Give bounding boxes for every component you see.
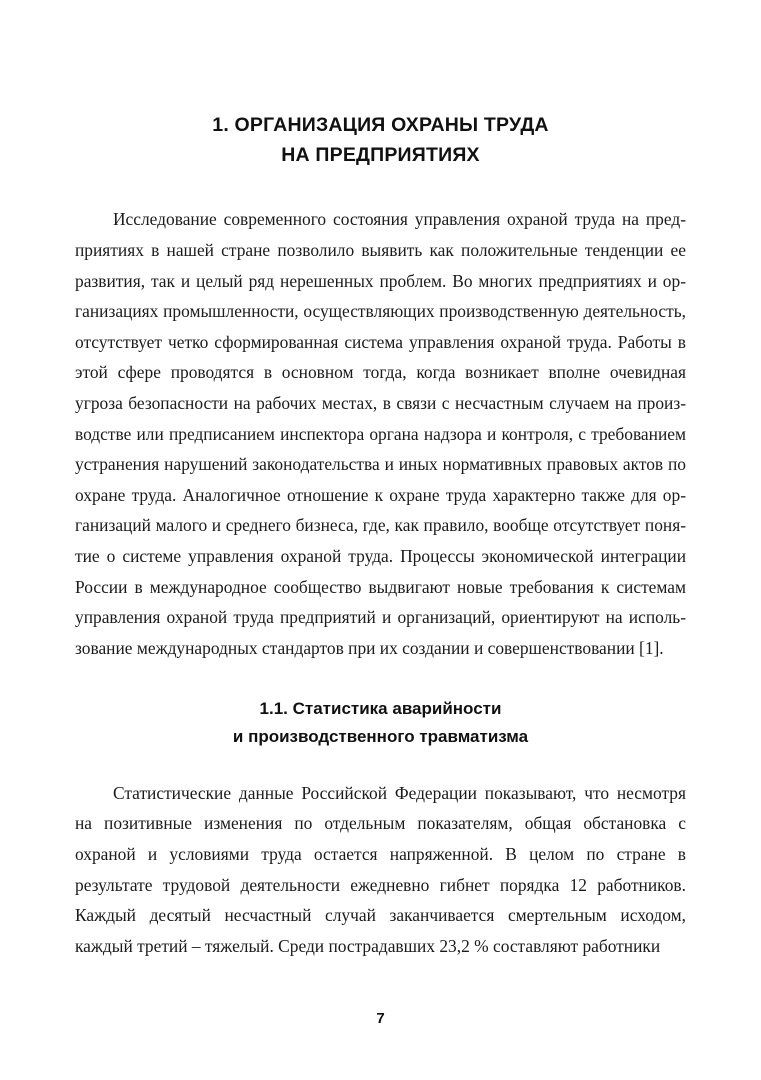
- paragraph-intro: Исследование современного состояния управления охраной труда на предприятиях в нашей стране позволило выявить как положительные тенденции ее развития, так и целый ряд нерешенных проблем. Во многих предприятиях и организациях промышленности, осуществляющих производственную деятельность, отсутствует четко сформированная система управления охраной труда. Работы в этой сфере проводятся в основном тогда, когда возникает вполне очевидная угроза безопасности на рабочих местах, в связи с несчастным случаем на производстве или предписанием инспектора органа надзора и контроля, с требованием устранения нарушений законодательства и иных нормативных правовых актов по охране труда. Аналогичное отношение к охране труда характерно также для организаций малого и среднего бизнеса, где, как правило, вообще отсутствует понятие о системе управления охраной труда. Процессы экономической интеграции России в международное сообщество выдвигают новые требования к системам управления охраной труда предприятий и организаций, ориентируют на использование международных стандартов при их создании и совершенствовании [1].: [75, 209, 686, 658]
- page-number: 7: [376, 1010, 385, 1027]
- chapter-title-line-2: НА ПРЕДПРИЯТИЯХ: [281, 144, 480, 167]
- section-title: [75, 695, 686, 749]
- section-title-line-2: и производственного травматизма: [232, 726, 529, 746]
- intro-paragraph-block: [75, 204, 686, 663]
- chapter-title-line-1: 1. ОРГАНИЗАЦИЯ ОХРАНЫ ТРУДА: [212, 114, 549, 136]
- section-title-line-1: 1.1. Статистика аварийности: [259, 699, 502, 719]
- paragraph-statistics: Статистические данные Российской Федерации показывают, что несмотря на позитивные изменения по отдельным показателям, общая обстановка с охраной и условиями труда остается напряженной. В целом по стране в результате трудовой деятельности ежедневно гибнет порядка 12 работников. Каждый десятый несчастный случай заканчивается смертельным исходом, каждый третий – тяжелый. Среди пострадавших 23,2 % составляют работники: [75, 782, 686, 956]
- chapter-title: [75, 110, 686, 170]
- statistics-paragraph-block: [75, 778, 686, 962]
